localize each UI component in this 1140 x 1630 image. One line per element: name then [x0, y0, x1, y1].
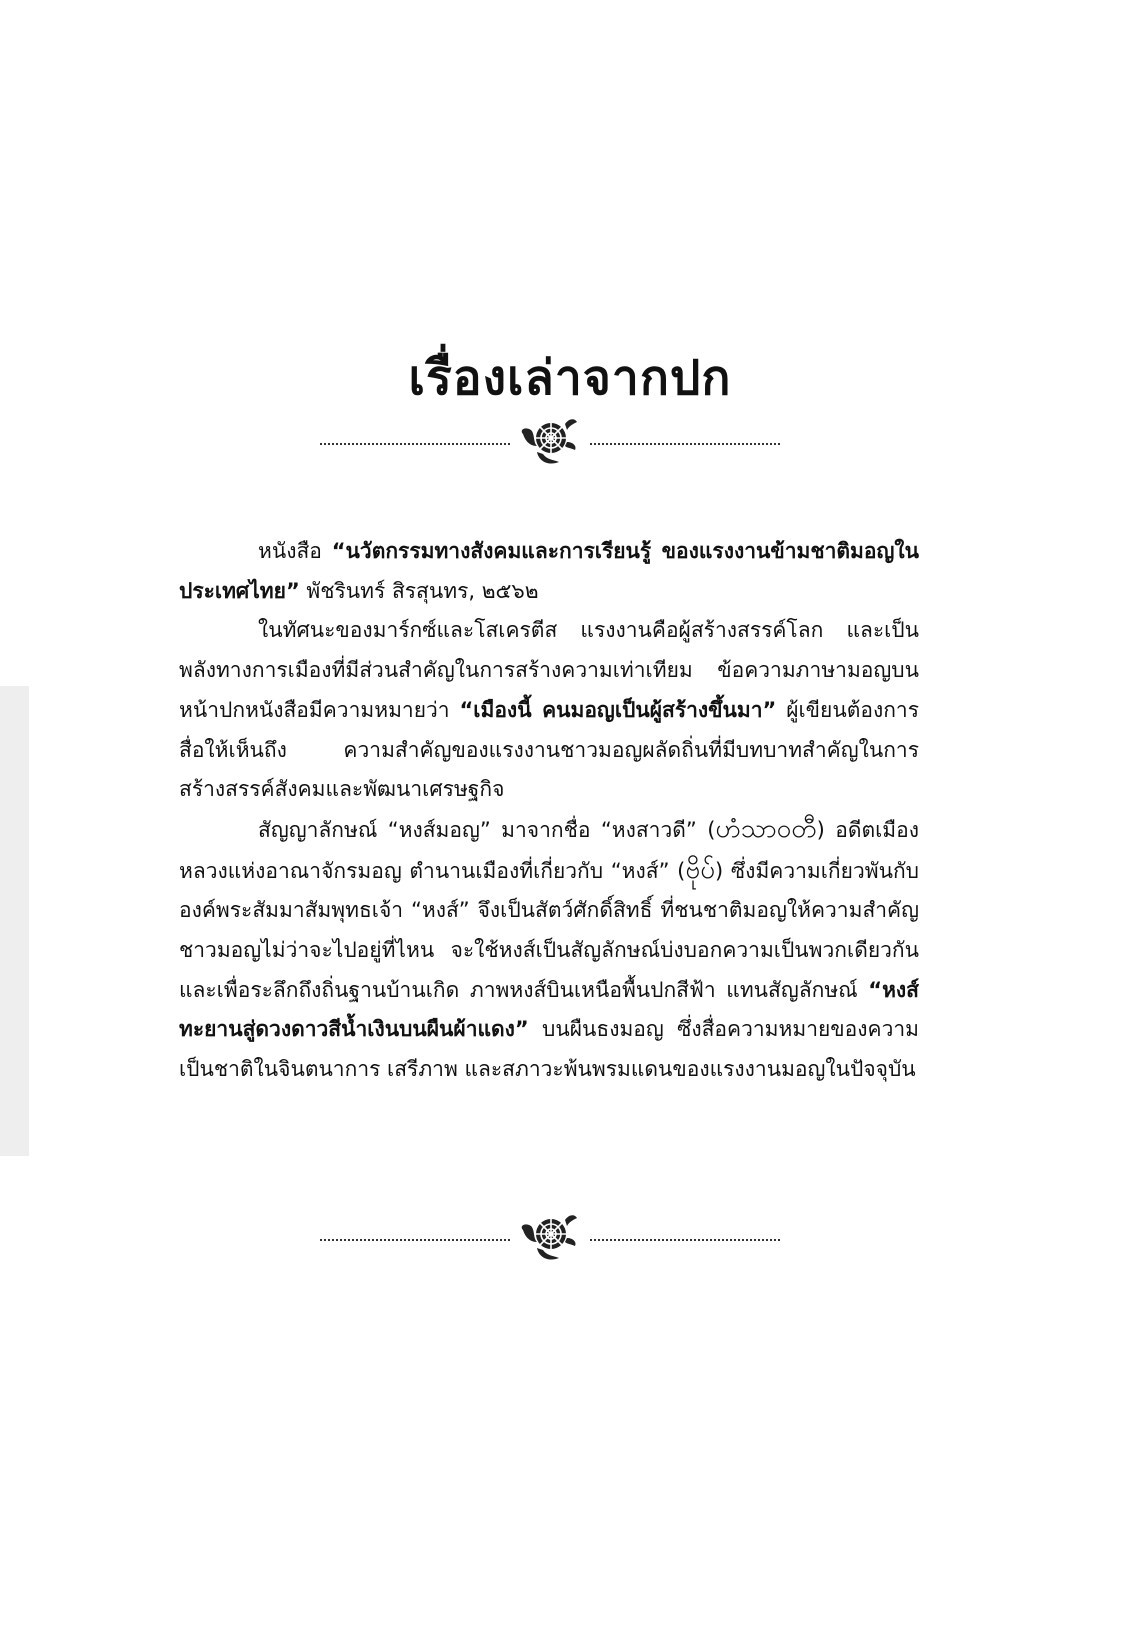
dotted-rule: [320, 443, 510, 445]
body-text: [179, 532, 919, 1090]
text-run: สัญญาลักษณ์ “หงส์มอญ” มาจากชื่อ “หงสาวดี” (: [258, 817, 716, 842]
flag-quote-bold: “หงส์ทะยานสู่ดวงดาวสีน้ำเงินบนผืนผ้าแดง”: [179, 977, 919, 1042]
top-ornament-divider: [320, 412, 780, 472]
paragraph-symbol: [179, 810, 919, 1090]
text-run: พัชรินทร์ สิรสุนทร, ๒๕๖๒: [299, 578, 539, 603]
text-run: ในทัศนะของมาร์กซ์และโสเครตีส แรงงานคือผู้สร้างสรรค์โลก และเป็นพลังทางการเมืองที่มีส่วนสำคัญในการสร้างความเท่าเทียม ข้อความภาษามอญบนหน้าปกหนังสือมีความหมายว่า: [179, 618, 919, 722]
mon-script-text: ဗိုပ်: [685, 854, 716, 885]
text-run: ผู้เขียนต้องการสื่อให้เห็นถึง ความสำคัญของแรงงานชาวมอญผลัดถิ่นที่มีบทบาทสำคัญในการสร้างสรรค์สังคมและพัฒนาเศรษฐกิจ: [179, 697, 919, 802]
mon-script-text: ဟံသာဝတီ: [715, 813, 817, 844]
ornamental-shell-icon: [515, 412, 585, 472]
dotted-rule: [590, 1239, 780, 1241]
text-run: ) ซึ่งมีความเกี่ยวพันกับองค์พระสัมมาสัมพุทธเจ้า “หงส์” จึงเป็นสัตว์ศักดิ์สิทธิ์ ที่ชนชาติมอญให้ความสำคัญ ชาวมอญไม่ว่าจะไปอยู่ที่ไหน จะใช้หงส์เป็นสัญลักษณ์บ่งบอกความเป็นพวกเดียวกัน และเพื่อระลึกถึงถิ่นฐานบ้านเกิด ภาพหงส์บินเหนือพื้นปกสีฟ้า แทนสัญลักษณ์: [179, 858, 919, 1002]
quote-bold: “เมืองนี้ คนมอญเป็นผู้สร้างขึ้นมา”: [459, 697, 777, 722]
page-edge-tab: [0, 686, 29, 1156]
dotted-rule: [590, 443, 780, 445]
text-run: ) อดีตเมืองหลวงแห่งอาณาจักรมอญ ตำนานเมืองที่เกี่ยวกับ “หงส์” (: [179, 817, 919, 883]
ornamental-shell-icon: [515, 1208, 585, 1268]
bottom-ornament-divider: [320, 1208, 780, 1268]
page-title: เรื่องเล่าจากปก: [408, 350, 732, 406]
paragraph-book-reference: [179, 532, 919, 611]
text-run: หนังสือ: [258, 539, 332, 563]
paragraph-meaning: [179, 611, 919, 810]
book-title-bold: “นวัตกรรมทางสังคมและการเรียนรู้ ของแรงงานข้ามชาติมอญในประเทศไทย”: [179, 539, 919, 603]
text-run: บนผืนธงมอญ ซึ่งสื่อความหมายของความเป็นชาติในจินตนาการ เสรีภาพ และสภาวะพ้นพรมแดนของแรงงานมอญในปัจจุบัน: [179, 1017, 919, 1082]
dotted-rule: [320, 1239, 510, 1241]
